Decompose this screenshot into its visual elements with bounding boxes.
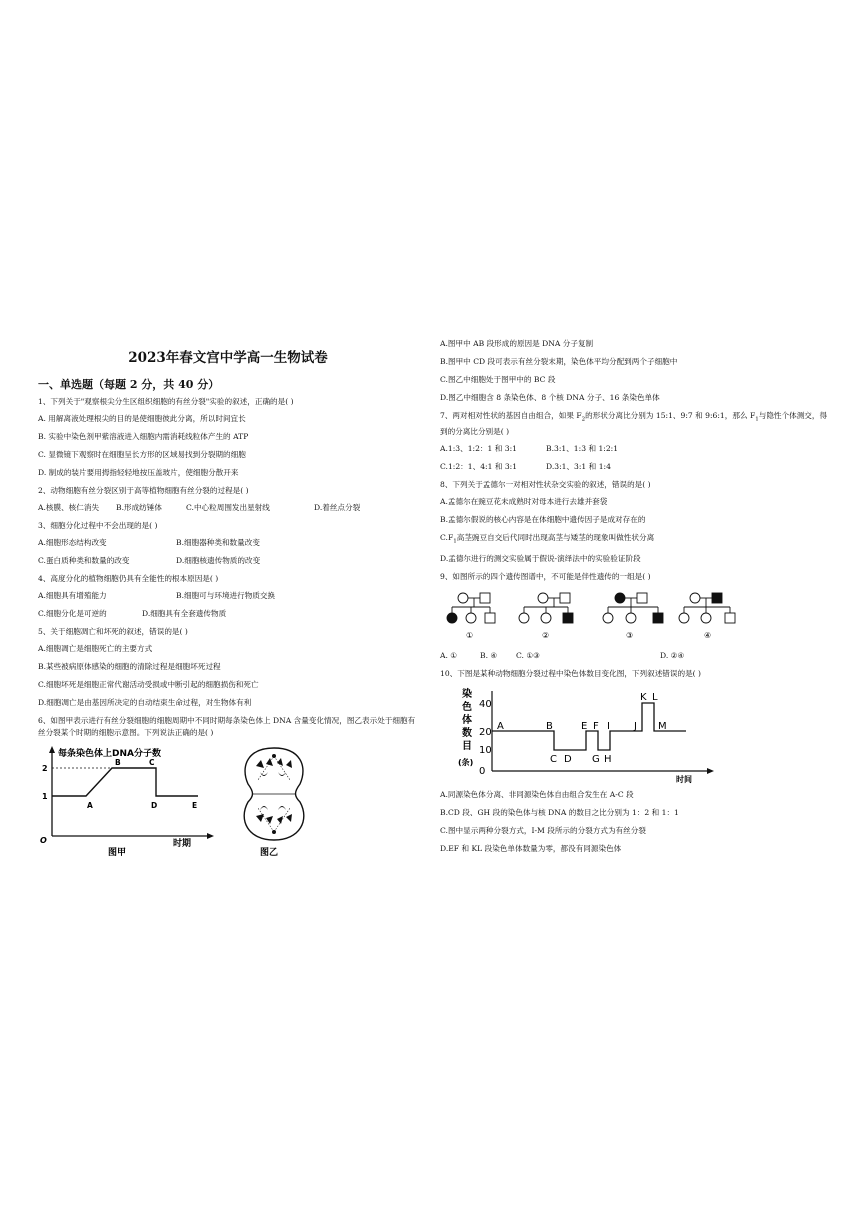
q3-options-cd [38,555,418,567]
q10-xlabel: 时间 [676,775,692,785]
figure-a-graph [40,746,214,856]
q6-figures [38,744,418,856]
q7-option-b: B.3:1、1:3 和 1:2:1 [546,443,619,453]
q3-option-b: B.细胞器种类和数量改变 [176,538,260,547]
q6-option-d: D.图乙中细胞含 8 条染色体、8 个核 DNA 分子、16 条染色单体 [440,393,660,402]
pedigree-2 [519,593,573,623]
q6-stem: 6、如图甲表示进行有丝分裂细胞的细胞周期中不同时期每条染色体上 DNA 含量变化情况，图乙表示处于细胞有丝分裂某个时期的细胞示意图。下列说法正确的是( ) [38,716,416,737]
q1-option-d: D. 制成的装片要用拇指轻轻地按压盖玻片，使细胞分散开来 [38,468,239,477]
q3-option-a: A.细胞形态结构改变 [38,538,107,547]
q10-point-k: K [640,692,647,704]
q10-option-d: D.EF 和 KL 段染色单体数量为零，都没有同源染色体 [440,844,622,854]
fig-a-xlabel: 时期 [173,839,192,849]
fig-a-caption: 图甲 [108,848,127,856]
q4-option-d: D.细胞具有全套遗传物质 [142,609,227,618]
q3-options-ab [38,537,418,549]
q10-chromosome-graph [440,685,830,785]
pedigree-4 [679,593,735,623]
chromosomes-bottom [256,806,292,824]
q4-options-ab [38,590,418,602]
q10-point-h: H [604,754,612,766]
fig-a-ytick-1: 1 [42,792,48,801]
q5-option-b: B.某些被病原体感染的细胞的清除过程是细胞坏死过程 [38,662,221,671]
fig-a-point-b: B [115,758,121,767]
q10-point-g: G [592,754,600,766]
q7-option-a: A.1:3、1:2：1 和 3:1 [440,443,518,453]
q1-option-b: B. 实验中染色剂甲紫溶液进入细胞内需消耗线粒体产生的 ATP [38,432,249,441]
q10-point-f: F [593,721,599,733]
q7-option-c: C.1:2：1、4:1 和 3:1 [440,461,518,471]
chromosomes-top [256,758,292,776]
q1-stem: 1、下列关于"观察根尖分生区组织细胞的有丝分裂"实验的叙述，正确的是( ) [38,397,294,406]
q10-point-m: M [658,721,667,733]
q2-option-c: C.中心粒周围发出星射线 [186,503,270,512]
q10-yticks [479,699,492,777]
q4-option-a: A.细胞具有增殖能力 [38,591,107,600]
q7-options-cd [440,461,830,473]
q10-option-a: A.同源染色体分离、非同源染色体自由组合发生在 A-C 段 [440,790,634,800]
q9-option-d: D. ②④ [660,651,685,661]
q1-option-a: A. 用解离液处理根尖的目的是使细胞彼此分离，所以时间宜长 [38,414,246,423]
q9-stem: 9、如图所示的四个遗传图谱中，不可能是伴性遗传的一组是( ) [440,572,651,582]
q10-ytick-20: 20 [479,727,492,739]
q8-option-d: D.孟德尔进行的测交实验属于假说-演绎法中的实验验证阶段 [440,554,641,564]
q2-option-d: D.着丝点分裂 [314,503,361,512]
fig-a-point-a: A [87,801,93,810]
q7-stem-part3: 与隐性个体测交，得到的分离比分别是( ) [440,411,828,436]
q5-option-d: D.细胞凋亡是由基因所决定的自动结束生命过程，对生物体有利 [38,698,252,707]
q3-option-d: D.细胞核遗传物质的改变 [176,556,261,565]
fig-a-y-arrow [49,746,55,753]
q7-stem-part2: 的形状分离比分别为 15:1、9:7 和 9:6:1，那么 F [585,411,756,420]
q8-option-c-part2: 高茎豌豆自交后代同时出现高茎与矮茎的现象叫做性状分离 [456,532,655,542]
q10-option-b: B.CD 段、GH 段的染色体与核 DNA 的数目之比分别为 1：2 和 1：1 [440,808,679,818]
q10-point-a: A [497,721,504,733]
q9-option-a: A. ① [440,651,458,661]
q8-stem: 8、下列关于孟德尔一对相对性状杂交实验的叙述，错误的是( ) [440,479,651,489]
q9-pedigrees [440,588,830,646]
q10-point-l: L [652,692,658,704]
fig-a-dna-curve [52,768,198,796]
q4-options-cd [38,608,418,620]
figure-b-cell [244,748,304,856]
right-column [440,338,830,861]
pedigree-label-4: ④ [704,631,712,641]
pedigree-3 [603,593,663,623]
q10-x-arrow [707,768,714,774]
q6-option-c: C.图乙中细胞处于图甲中的 BC 段 [440,375,556,384]
pedigree-1 [447,593,495,623]
q10-ytick-40: 40 [479,699,492,711]
ylabel-unit: (条) [458,758,474,768]
q8-option-c-part1: C.F [440,532,454,542]
fig-a-point-e: E [192,801,198,810]
fig-a-point-d: D [151,801,158,810]
q2-options [38,502,418,514]
q10-point-j: J [634,721,637,733]
q5-option-a: A.细胞凋亡是细胞死亡的主要方式 [38,644,153,653]
q9-option-b: B. ④ [480,651,498,661]
q10-point-b: B [546,721,553,733]
fig-a-point-c: C [149,758,155,767]
ylabel-char-2: 色 [462,702,472,714]
q8-option-c [440,532,830,548]
exam-title: 2023年春文宫中学高一生物试卷 [128,350,328,366]
q10-point-d: D [564,754,572,766]
q10-point-labels [497,692,667,765]
q5-option-c: C.细胞坏死是细胞正常代谢活动受损或中断引起的细胞损伤和死亡 [38,680,259,689]
q2-stem: 2、动物细胞有丝分裂区别于高等植物细胞有丝分裂的过程是( ) [38,486,249,495]
q8-option-b: B.孟德尔假说的核心内容是在体细胞中遗传因子是成对存在的 [440,514,646,524]
ylabel-char-3: 体 [462,715,472,727]
q1-option-c: C. 显微镜下观察时在细胞呈长方形的区域易找到分裂期的细胞 [38,450,246,459]
q4-option-b: B.细胞可与环境进行物质交换 [176,591,276,600]
fig-a-origin: O [40,836,47,845]
q7-stem [440,410,830,438]
q6-option-b: B.图甲中 CD 段可表示有丝分裂末期，染色体平均分配到两个子细胞中 [440,357,678,366]
fig-a-ylabel: 每条染色体上DNA分子数 [58,749,161,759]
q5-stem: 5、关于细胞凋亡和坏死的叙述，错误的是( ) [38,627,188,636]
q7-subscript-1: 1 [755,416,759,423]
q10-ytick-10: 10 [479,745,492,757]
q10-ytick-0: 0 [479,766,486,778]
q8-subscript-1: 1 [453,538,457,545]
q4-stem: 4、高度分化的植物细胞仍具有全能性的根本原因是( ) [38,574,219,583]
q10-option-c: C.图中显示两种分裂方式，I-M 段所示的分裂方式为有丝分裂 [440,826,646,836]
section-heading: 一、单选题（每题 2 分，共 40 分） [38,378,220,391]
left-column [38,338,418,860]
q7-options-ab [440,443,830,455]
ylabel-char-1: 染 [462,689,472,701]
q9-options [440,650,830,662]
q6-option-a: A.图甲中 AB 段形成的原因是 DNA 分子复制 [440,339,594,348]
q7-subscript-2: 2 [581,416,586,423]
q10-ylabel [458,687,473,767]
fig-a-x-arrow [207,833,214,839]
q9-option-c: C. ①③ [516,651,540,661]
ylabel-char-5: 目 [462,741,472,753]
fig-b-caption: 图乙 [260,848,279,856]
ylabel-char-4: 数 [462,728,472,740]
q4-option-c: C.细胞分化是可逆的 [38,609,107,618]
q3-option-c: C.蛋白质种类和数量的改变 [38,556,130,565]
fig-a-ytick-2: 2 [42,764,48,773]
q2-option-b: B.形成纺锤体 [116,503,162,512]
q8-option-a: A.孟德尔在豌豆花未成熟时对母本进行去雄并套袋 [440,496,608,506]
q7-stem-part1: 7、两对相对性状的基因自由组合，如果 F [440,411,582,420]
q10-stem: 10、下图是某种动物细胞分裂过程中染色体数目变化图，下列叙述错误的是( ) [440,669,701,679]
pedigree-label-3: ③ [626,631,634,641]
q2-option-a: A.核膜、核仁消失 [38,503,100,512]
q10-point-e: E [581,721,588,733]
pedigree-label-1: ① [466,631,474,641]
q10-point-i: I [607,721,610,733]
q7-option-d: D.3:1、3:1 和 1:4 [546,461,611,471]
q3-stem: 3、细胞分化过程中不会出现的是( ) [38,521,158,530]
q10-point-c: C [550,754,557,766]
q10-count-curve [492,703,686,750]
pedigree-label-2: ② [542,631,550,641]
